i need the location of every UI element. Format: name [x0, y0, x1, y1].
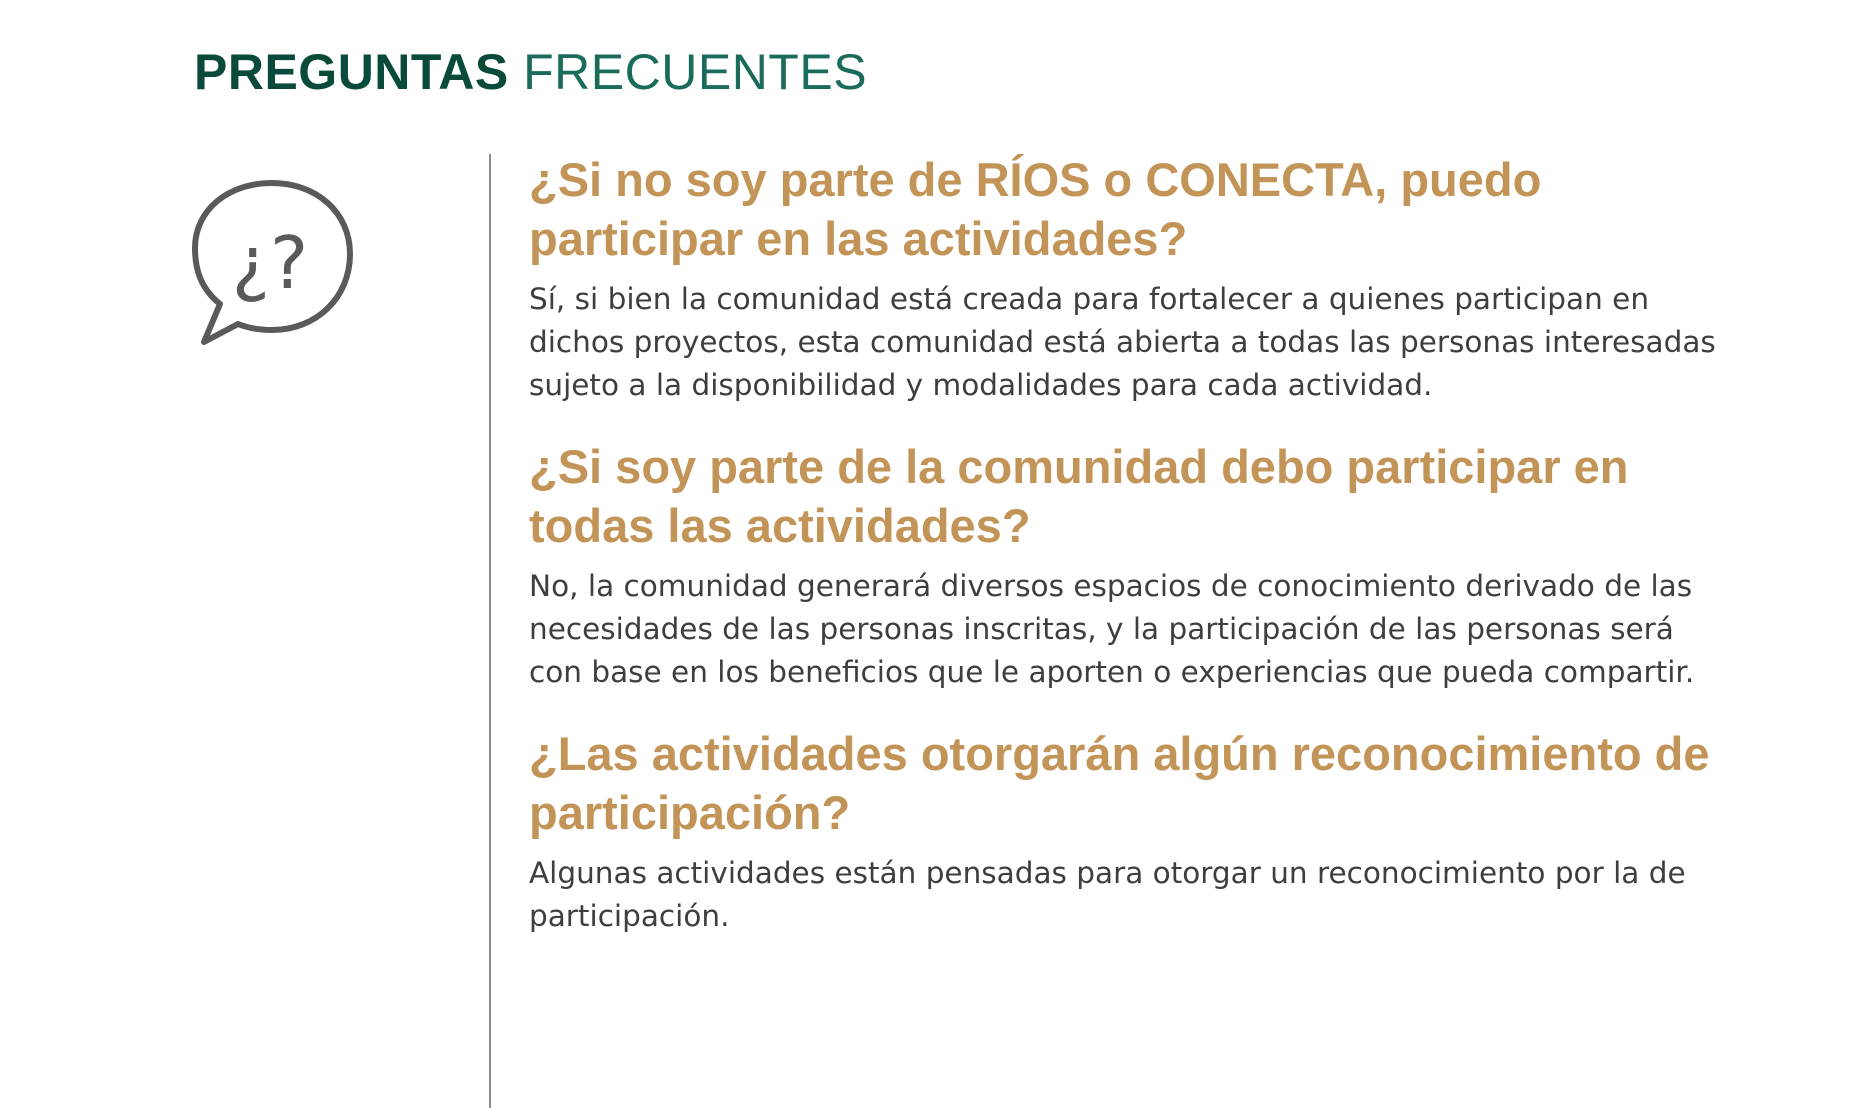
faq-answer: No, la comunidad generará diversos espacios de conocimiento derivado de las necesidades de las personas inscritas, y la participación de las personas será con base en los beneficios que le aporten o experiencias que pueda compartir.: [529, 569, 1695, 689]
page-title-light: FRECUENTES: [523, 44, 868, 100]
faq-question: ¿Si soy parte de la comunidad debo participar en todas las actividades?: [529, 440, 1629, 552]
faq-answer: Algunas actividades están pensadas para otorgar un reconocimiento por la de participación.: [529, 856, 1686, 933]
faq-question: ¿Si no soy parte de RÍOS o CONECTA, puedo participar en las actividades?: [529, 153, 1542, 265]
faq-item: [529, 437, 1729, 694]
faq-answer: Sí, si bien la comunidad está creada para fortalecer a quienes participan en dichos proyectos, esta comunidad está abierta a todas las personas interesadas sujeto a la disponibilidad y modalidades para cada actividad.: [529, 282, 1716, 402]
page-title-bold: PREGUNTAS: [194, 44, 509, 100]
question-speech-bubble-icon: [190, 178, 360, 358]
faq-item: [529, 724, 1729, 938]
faq-item: [529, 150, 1729, 407]
faq-list: [529, 150, 1729, 968]
vertical-divider: [489, 154, 491, 1108]
page-title: [194, 40, 867, 104]
faq-question: ¿Las actividades otorgarán algún reconocimiento de participación?: [529, 727, 1710, 839]
icon-glyphs: ¿?: [231, 221, 309, 305]
